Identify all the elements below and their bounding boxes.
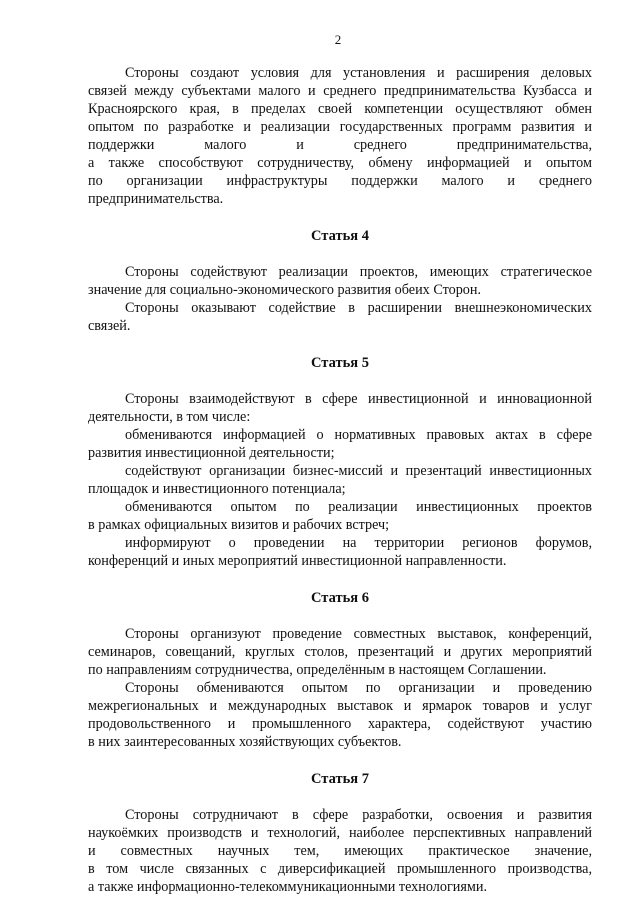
paragraph-line: предпринимательства. — [88, 191, 224, 207]
paragraph-line: и совместных научных тем, имеющих практическое значение, — [88, 843, 592, 859]
paragraph-line: Стороны сотрудничают в сфере разработки, освоения и развития — [125, 807, 592, 823]
paragraph-line: обмениваются информацией о нормативных правовых актах в сфере — [125, 427, 592, 443]
paragraph-line: а также информационно-телекоммуникационными технологиями. — [88, 879, 488, 895]
paragraph-line: по направлениям сотрудничества, определённым в настоящем Соглашении. — [88, 662, 547, 678]
page-number: 2 — [334, 32, 342, 47]
article-5-heading: Статья 5 — [311, 355, 369, 371]
paragraph-line: межрегиональных и международных выставок и ярмарок товаров и услуг — [88, 698, 592, 714]
paragraph-line: связей между субъектами малого и среднего предпринимательства Кузбасса и — [88, 83, 592, 99]
paragraph-line: в них заинтересованных хозяйствующих субъектов. — [88, 734, 402, 750]
paragraph-line: связей. — [88, 318, 131, 334]
article-4-heading: Статья 4 — [311, 228, 369, 244]
paragraph-line: Стороны взаимодействуют в сфере инвестиционной и инновационной — [125, 391, 592, 407]
paragraph-line: по организации инфраструктуры поддержки малого и среднего — [88, 173, 592, 189]
paragraph-line: конференций и иных мероприятий инвестиционной направленности. — [88, 553, 507, 569]
paragraph-line: опытом по разработке и реализации государственных программ развития и — [88, 119, 592, 135]
paragraph-line: наукоёмких производств и технологий, наиболее перспективных направлений — [88, 825, 592, 841]
paragraph-line: площадок и инвестиционного потенциала; — [88, 481, 346, 497]
paragraph-line: Стороны создают условия для установления и расширения деловых — [125, 65, 592, 81]
paragraph-line: в том числе связанных с диверсификацией промышленного производства, — [88, 861, 592, 877]
article-6-heading: Статья 6 — [311, 590, 369, 606]
paragraph-line: информируют о проведении на территории регионов форумов, — [125, 535, 592, 551]
paragraph-line: значение для социально-экономического развития обеих Сторон. — [88, 282, 482, 298]
paragraph-line: продовольственного и промышленного характера, содействуют участию — [88, 716, 592, 732]
paragraph-line: содействуют организации бизнес-миссий и презентаций инвестиционных — [125, 463, 592, 479]
paragraph-line: Стороны обмениваются опытом по организации и проведению — [125, 680, 592, 696]
paragraph-line: обмениваются опытом по реализации инвестиционных проектов — [125, 499, 592, 515]
paragraph-line: семинаров, совещаний, круглых столов, презентаций и других мероприятий — [88, 644, 592, 660]
paragraph-line: Стороны организуют проведение совместных выставок, конференций, — [125, 626, 592, 642]
paragraph-line: а также способствуют сотрудничеству, обмену информацией и опытом — [88, 155, 592, 171]
paragraph-line: деятельности, в том числе: — [88, 409, 251, 425]
document-body — [88, 64, 592, 896]
paragraph-line: развития инвестиционной деятельности; — [88, 445, 335, 461]
paragraph-line: Красноярского края, в пределах своей компетенции осуществляют обмен — [88, 101, 592, 117]
paragraph-line: поддержки малого и среднего предпринимательства, — [88, 137, 592, 153]
paragraph-line: Стороны оказывают содействие в расширении внешнеэкономических — [125, 300, 592, 316]
article-7-heading: Статья 7 — [311, 771, 369, 787]
paragraph-line: Стороны содействуют реализации проектов, имеющих стратегическое — [125, 264, 592, 280]
paragraph-line: в рамках официальных визитов и рабочих встреч; — [88, 517, 390, 533]
